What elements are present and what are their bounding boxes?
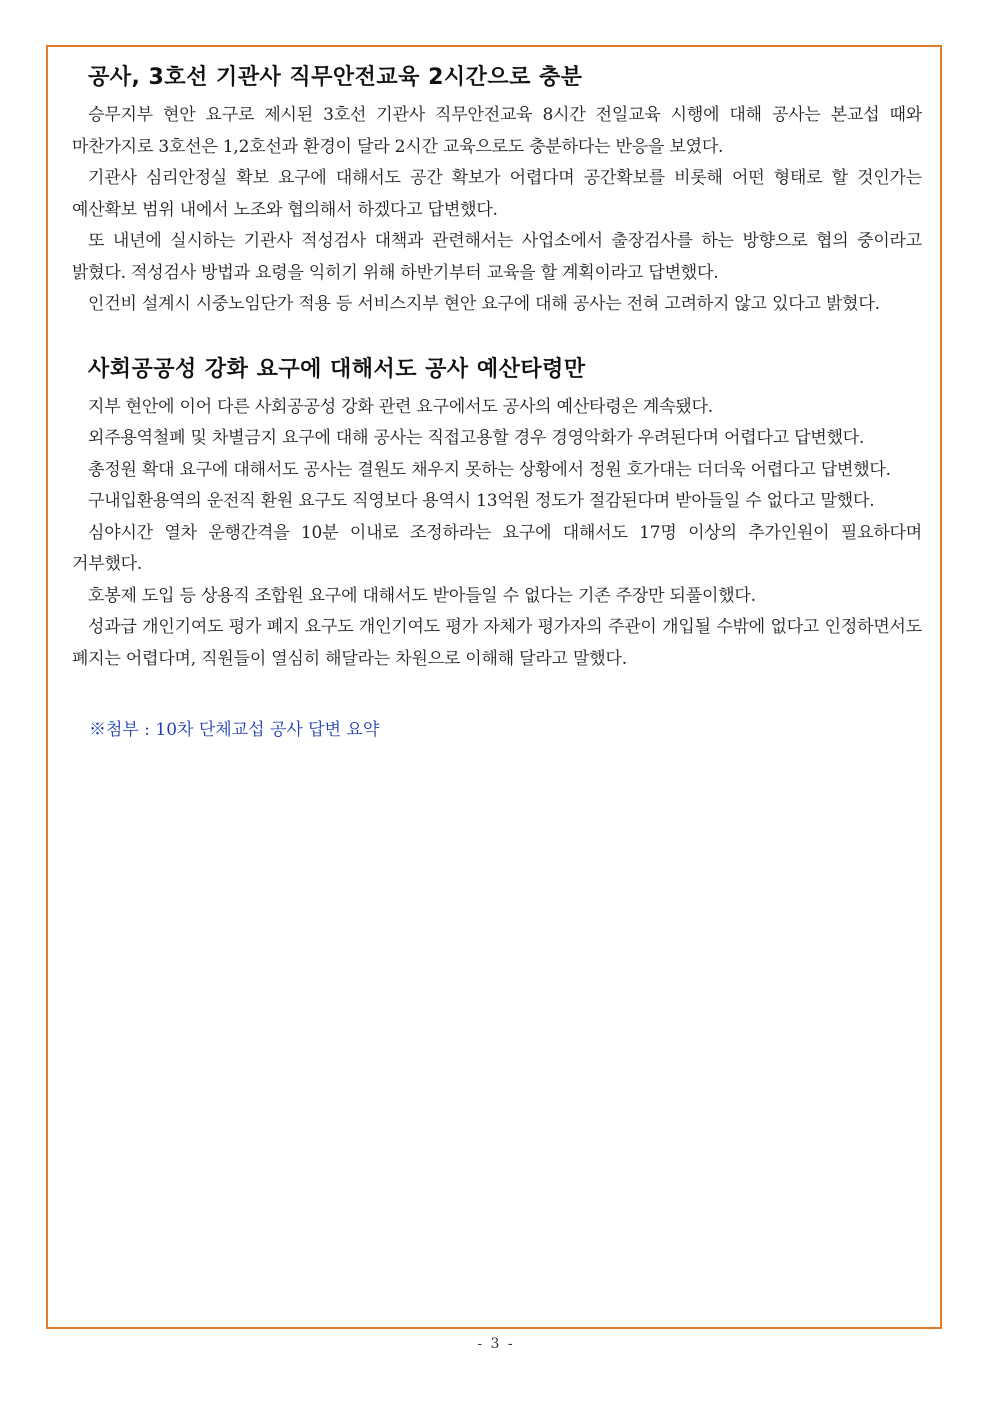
section-title: 공사, 3호선 기관사 직무안전교육 2시간으로 충분 (88, 65, 583, 90)
paragraph: 인건비 설계시 시중노임단가 적용 등 서비스지부 현안 요구에 대해 공사는 전혀 고려하지 않고 있다고 밝혔다. (88, 294, 880, 314)
paragraph: 기관사 심리안정실 확보 요구에 대해서도 공간 확보가 어렵다며 공간확보를 비롯해 어떤 형태로 할 것인가는 예산확보 범위 내에서 노조와 협의해서 하겠다고 답변했다. (72, 168, 922, 220)
section-public-service-budget (72, 354, 922, 676)
paragraph: 심야시간 열차 운행간격을 10분 이내로 조정하라는 요구에 대해서도 17명 이상의 추가인원이 필요하다며 거부했다. (72, 522, 922, 574)
paragraph: 지부 현안에 이어 다른 사회공공성 강화 관련 요구에서도 공사의 예산타령은 계속됐다. (88, 396, 714, 417)
paragraph: 또 내년에 실시하는 기관사 적성검사 대책과 관련해서는 사업소에서 출장검사를 하는 방향으로 협의 중이라고 밝혔다. 적성검사 방법과 요령을 익히기 위해 하반기부터 교육을 할 계획이라고 답변했다. (72, 231, 922, 283)
paragraph: 총정원 확대 요구에 대해서도 공사는 결원도 채우지 못하는 상황에서 정원 호가대는 더더욱 어렵다고 답변했다. (88, 459, 891, 480)
section-line3-safety-training (72, 62, 922, 321)
document-body (72, 62, 922, 745)
attachment-note: ※첨부 : 10차 단체교섭 공사 답변 요약 (89, 720, 380, 740)
paragraph: 성과급 개인기여도 평가 폐지 요구도 개인기여도 평가 자체가 평가자의 주관이 개입될 수밖에 없다고 인정하면서도 폐지는 어렵다며, 직원들이 열심히 해달라는 차원으로 이해해 달라고 말했다. (72, 617, 922, 669)
paragraph: 승무지부 현안 요구로 제시된 3호선 기관사 직무안전교육 8시간 전일교육 시행에 대해 공사는 본교섭 때와 마찬가지로 3호선은 1,2호선과 환경이 달라 2시간 교육으로도 충분하다는 반응을 보였다. (72, 105, 922, 157)
paragraph: 호봉제 도입 등 상용직 조합원 요구에 대해서도 받아들일 수 없다는 기존 주장만 되풀이했다. (88, 585, 756, 606)
paragraph: 외주용역철폐 및 차별금지 요구에 대해 공사는 직접고용할 경우 경영악화가 우려된다며 어렵다고 답변했다. (88, 428, 865, 448)
paragraph: 구내입환용역의 운전직 환원 요구도 직영보다 용역시 13억원 정도가 절감된다며 받아들일 수 없다고 말했다. (88, 491, 875, 511)
page-number: - 3 - (477, 1336, 515, 1352)
section-title: 사회공공성 강화 요구에 대해서도 공사 예산타령만 (88, 356, 586, 382)
